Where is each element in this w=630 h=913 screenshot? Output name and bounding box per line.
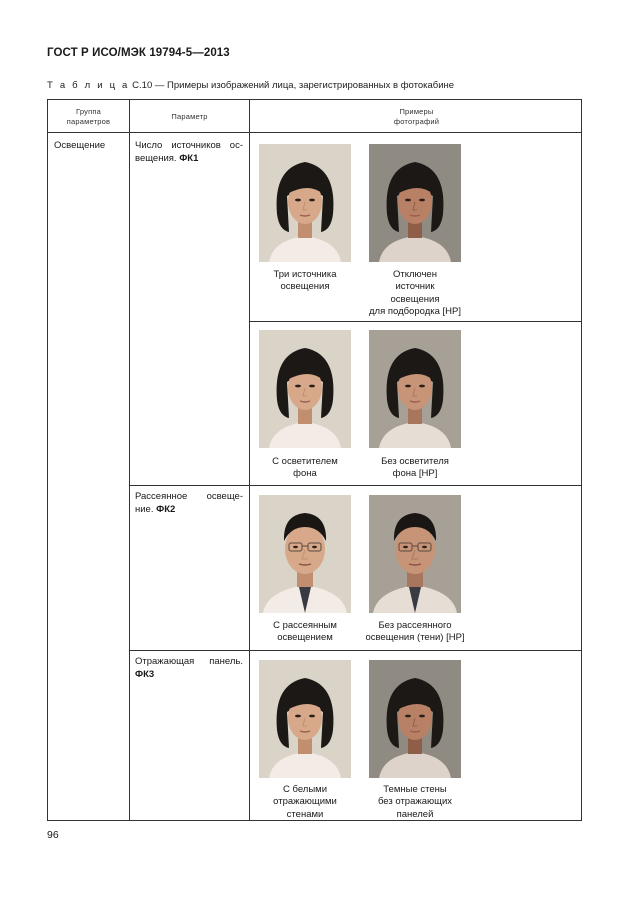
photo-caption: С осветителем фона — [272, 456, 338, 480]
group-lighting: Освещение — [54, 140, 106, 151]
photo-caption: Без осветителя фона [НР] — [381, 456, 449, 480]
photo-caption: Три источника освещения — [273, 269, 337, 293]
face-photo — [259, 330, 351, 448]
photo-caption: Отключен источник освещения для подбородка [НР] — [368, 269, 462, 318]
photo-examples-table — [47, 99, 582, 821]
column-header-parameter: Параметр — [171, 111, 208, 121]
parameter-fk2 — [135, 491, 243, 516]
photo-caption: С рассеянным освещением — [273, 620, 337, 644]
column-header-photos: Примеры фотографий — [393, 107, 440, 126]
face-photo — [369, 144, 461, 262]
page-number: 96 — [47, 829, 59, 841]
face-photo — [369, 495, 461, 613]
document-header: ГОСТ Р ИСО/МЭК 19794-5—2013 — [47, 47, 230, 59]
parameter-fk3 — [135, 656, 243, 681]
column-divider — [129, 100, 130, 820]
photo-caption: Без рассеянного освещения (тени) [НР] — [365, 620, 465, 644]
table-caption — [47, 80, 454, 91]
table-caption-text: С.10 — Примеры изображений лица, зарегистрированных в фотокабине — [129, 80, 455, 91]
face-photo — [259, 660, 351, 778]
parameter-code: ФК3 — [135, 668, 155, 680]
face-photo — [369, 660, 461, 778]
face-photo — [259, 495, 351, 613]
row-divider — [129, 485, 581, 486]
face-photo — [259, 144, 351, 262]
parameter-text: Рассеянное освеще-ние. — [135, 491, 243, 515]
parameter-code: ФК1 — [179, 152, 199, 164]
row-divider — [249, 321, 581, 322]
face-photo — [369, 330, 461, 448]
parameter-text: Отражающая панель. — [135, 656, 243, 667]
column-header-group: Группа параметров — [66, 107, 111, 126]
table-caption-label: Т а б л и ц а — [47, 80, 130, 91]
row-divider — [129, 650, 581, 651]
photo-caption: С белыми отражающими стенами — [273, 784, 337, 820]
parameter-code: ФК2 — [156, 503, 176, 515]
parameter-text: Число источников ос-вещения. — [135, 140, 243, 164]
photo-caption: Темные стены без отражающих панелей — [377, 784, 453, 820]
parameter-fk1 — [135, 140, 243, 165]
